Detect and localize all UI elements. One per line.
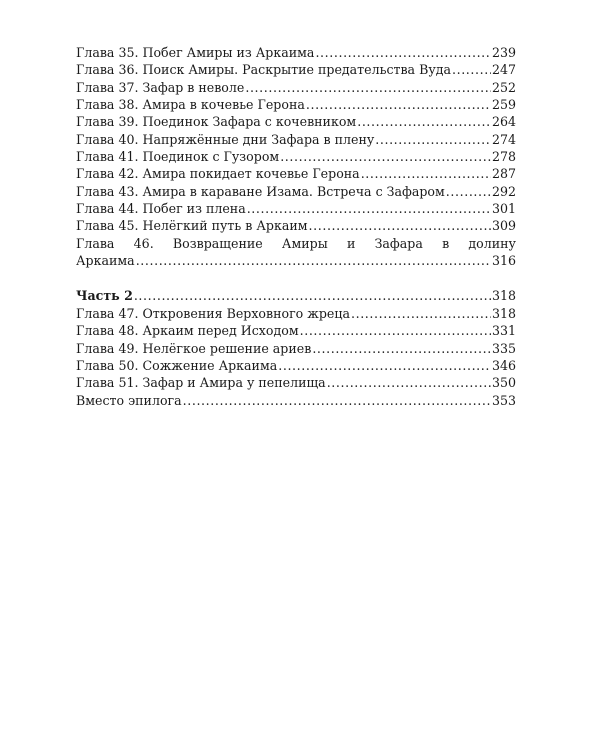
toc-entry-title: Глава 45. Нелёгкий путь в Аркаим (76, 218, 308, 234)
dot-leader (280, 148, 491, 165)
toc-entry-page: 274 (491, 131, 516, 147)
dot-leader (309, 217, 491, 234)
toc-entry-title: Глава 40. Напряжённые дни Зафара в плену (76, 131, 375, 147)
toc-entry-title: Глава 50. Сожжение Аркаима (76, 357, 278, 373)
toc-entry-title: Глава 42. Амира покидает кочевье Герона (76, 166, 360, 182)
dot-leader (134, 287, 491, 304)
toc-entry-ch37 (76, 79, 516, 96)
toc-word: Глава (76, 235, 115, 251)
toc-word: и (346, 235, 356, 251)
toc-word: долину (468, 235, 516, 251)
toc-entry-title: Глава 41. Поединок с Гузором (76, 149, 280, 165)
toc-entry-ch35 (76, 44, 516, 61)
toc-entry-ch50 (76, 357, 516, 374)
toc-entry-title: Глава 36. Поиск Амиры. Раскрытие предательства Вуда (76, 62, 451, 78)
toc-entry-page: 301 (491, 201, 516, 217)
toc-entry-ch44 (76, 200, 516, 217)
toc-entry-page: 259 (491, 97, 516, 113)
toc-entry-page: 353 (491, 392, 516, 408)
toc-entry-title: Глава 38. Амира в кочевье Герона (76, 97, 305, 113)
dot-leader (183, 392, 491, 409)
toc-entry-ch47 (76, 305, 516, 322)
dot-leader (247, 200, 491, 217)
toc-entry-title: Глава 51. Зафар и Амира у пепелища (76, 375, 326, 391)
toc-entry-ch48 (76, 322, 516, 339)
toc-entry-page: 316 (491, 253, 516, 269)
toc-entry-title: Глава 35. Побег Амиры из Аркаима (76, 45, 315, 60)
toc-entry-page: 318 (491, 288, 516, 304)
toc-entry-ch38 (76, 96, 516, 113)
dot-leader (375, 131, 491, 148)
toc-entry-ch51 (76, 374, 516, 391)
toc-entry-ch41 (76, 148, 516, 165)
toc-entry-page: 247 (491, 62, 516, 78)
toc-entry-title: Глава 49. Нелёгкое решение ариев (76, 340, 312, 356)
dot-leader (278, 357, 491, 374)
toc-part-title: Часть 2 (76, 288, 133, 304)
toc-entry-ch46-line1 (76, 235, 516, 252)
toc-entry-page: 318 (491, 305, 516, 321)
toc-word: Амиры (281, 235, 328, 251)
dot-leader (357, 113, 491, 130)
toc-entry-page: 335 (491, 340, 516, 356)
section-gap (76, 269, 516, 287)
toc-entry-title: Аркаима (76, 253, 135, 269)
toc-entry-page: 252 (491, 79, 516, 95)
dot-leader (361, 165, 491, 182)
toc-entry-page: 350 (491, 375, 516, 391)
toc-entry-page: 346 (491, 357, 516, 373)
toc-entry-title: Вместо эпилога (76, 392, 182, 408)
dot-leader (245, 79, 491, 96)
toc-entry-ch45 (76, 217, 516, 234)
toc-entry-ch39 (76, 113, 516, 130)
toc-entry-title: Глава 44. Побег из плена (76, 201, 246, 217)
toc-entry-page: 287 (491, 166, 516, 182)
table-of-contents (76, 44, 516, 409)
toc-entry-title: Глава 39. Поединок Зафара с кочевником (76, 114, 357, 130)
dot-leader (312, 340, 491, 357)
toc-word: Зафара (374, 235, 423, 251)
dot-leader (306, 96, 491, 113)
toc-entry-page: 264 (491, 114, 516, 130)
toc-word: 46. (133, 235, 154, 251)
dot-leader (300, 322, 491, 339)
toc-entry-page: 239 (491, 45, 516, 60)
toc-entry-title: Глава 48. Аркаим перед Исходом (76, 323, 299, 339)
dot-leader (327, 374, 491, 391)
dot-leader (315, 44, 491, 61)
toc-entry-ch49 (76, 340, 516, 357)
dot-leader (446, 183, 491, 200)
toc-entry-ch40 (76, 131, 516, 148)
toc-entry-ch46-line2 (76, 252, 516, 269)
toc-entry-ch43 (76, 183, 516, 200)
toc-entry-epilogue (76, 392, 516, 409)
toc-entry-page: 331 (491, 323, 516, 339)
toc-entry-page: 278 (491, 149, 516, 165)
toc-entry-page: 309 (491, 218, 516, 234)
toc-entry-ch42 (76, 165, 516, 182)
toc-entry-page: 292 (491, 183, 516, 199)
toc-entry-title: Глава 47. Откровения Верховного жреца (76, 305, 350, 321)
toc-word: Возвращение (172, 235, 263, 251)
toc-entry-title: Глава 43. Амира в караване Изама. Встреча с Зафаром (76, 183, 445, 199)
toc-word: в (442, 235, 450, 251)
dot-leader (136, 252, 491, 269)
dot-leader (351, 305, 491, 322)
toc-entry-title: Глава 37. Зафар в неволе (76, 79, 245, 95)
dot-leader (452, 61, 491, 78)
toc-part-2-heading (76, 287, 516, 304)
toc-entry-ch36 (76, 61, 516, 78)
